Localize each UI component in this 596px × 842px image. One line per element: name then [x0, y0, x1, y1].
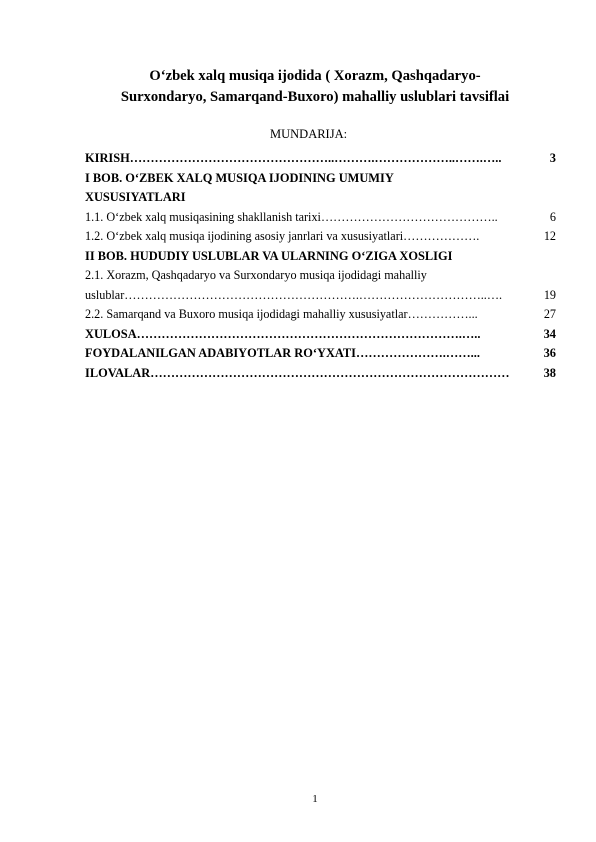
- title-line-1: O‘zbek xalq musiqa ijodida ( Xorazm, Qashqadaryo-: [149, 68, 481, 84]
- toc-entry-text: FOYDALANILGAN ADABIYOTLAR RO‘YXATI: [85, 346, 357, 360]
- title-line-2: Surxondaryo, Samarqand-Buxoro) mahalliy uslublari tavsiflai: [120, 89, 510, 105]
- toc-page-number: 12: [543, 229, 556, 243]
- toc-leader-dots: ……………….: [403, 229, 480, 243]
- toc-entry-text: XULOSA: [85, 326, 137, 341]
- toc-page-number: 3: [549, 151, 556, 165]
- toc-entry-2-2: [85, 305, 556, 325]
- toc-entry-1-1: [85, 208, 556, 228]
- toc-entry-1-2: [85, 227, 556, 247]
- toc-entry-text: uslublar: [85, 287, 125, 302]
- page-number: 1: [312, 793, 318, 805]
- toc-leader-dots: ………………………………………………….…………………………..….: [124, 287, 503, 302]
- toc-page-number: 36: [543, 346, 556, 360]
- toc-chapter-1-line-1: I BOB. O‘ZBEK XALQ MUSIQA IJODINING UMUMIY: [85, 170, 394, 185]
- toc-page-number: 19: [543, 287, 556, 302]
- toc-entry-kirish: [85, 149, 556, 169]
- toc-page-number: 34: [543, 326, 556, 341]
- toc-chapter-2: II BOB. HUDUDIY USLUBLAR VA ULARNING O‘ZIGA XOSLIGI: [85, 248, 453, 263]
- toc-entry-text: 1.2. O‘zbek xalq musiqa ijodining asosiy janrlari va xususiyatlari: [85, 229, 404, 243]
- toc-leader-dots: ………………….……...: [356, 346, 480, 360]
- toc-entry-text: ILOVALAR: [85, 365, 151, 380]
- toc-entry-foydalanilgan-adabiyotlar: [85, 344, 556, 364]
- toc-chapter-1-line-2: XUSUSIYATLARI: [85, 190, 186, 204]
- toc-leader-dots: ……………...: [407, 307, 478, 321]
- toc-entry-xulosa: [85, 325, 556, 345]
- toc-heading: MUNDARIJA:: [270, 127, 348, 141]
- toc-leader-dots: ……………………………………..: [320, 209, 498, 224]
- toc-leader-dots: …………………………………………………………………….…..: [136, 326, 481, 341]
- toc-page-number: 27: [543, 307, 556, 321]
- toc-leader-dots: …………………………………………..……….………………..…….…..: [129, 151, 502, 165]
- toc-entry-2-1-line-1: 2.1. Xorazm, Qashqadaryo va Surxondaryo musiqa ijodidagi mahalliy: [85, 268, 427, 282]
- toc-entry-ilovalar: [85, 364, 556, 384]
- toc-page-number: 38: [543, 365, 556, 380]
- toc-leader-dots: ……………………………………………………………………………: [150, 365, 510, 380]
- table-of-contents: [85, 149, 556, 383]
- document-title: [70, 66, 560, 108]
- toc-entry-text: KIRISH: [85, 151, 130, 165]
- toc-entry-text: 1.1. O‘zbek xalq musiqasining shakllanish tarixi: [85, 209, 321, 224]
- toc-entry-2-1-line-2: [85, 286, 556, 306]
- toc-page-number: 6: [549, 209, 556, 224]
- toc-entry-text: 2.2. Samarqand va Buxoro musiqa ijodidagi mahalliy xususiyatlar: [85, 307, 408, 321]
